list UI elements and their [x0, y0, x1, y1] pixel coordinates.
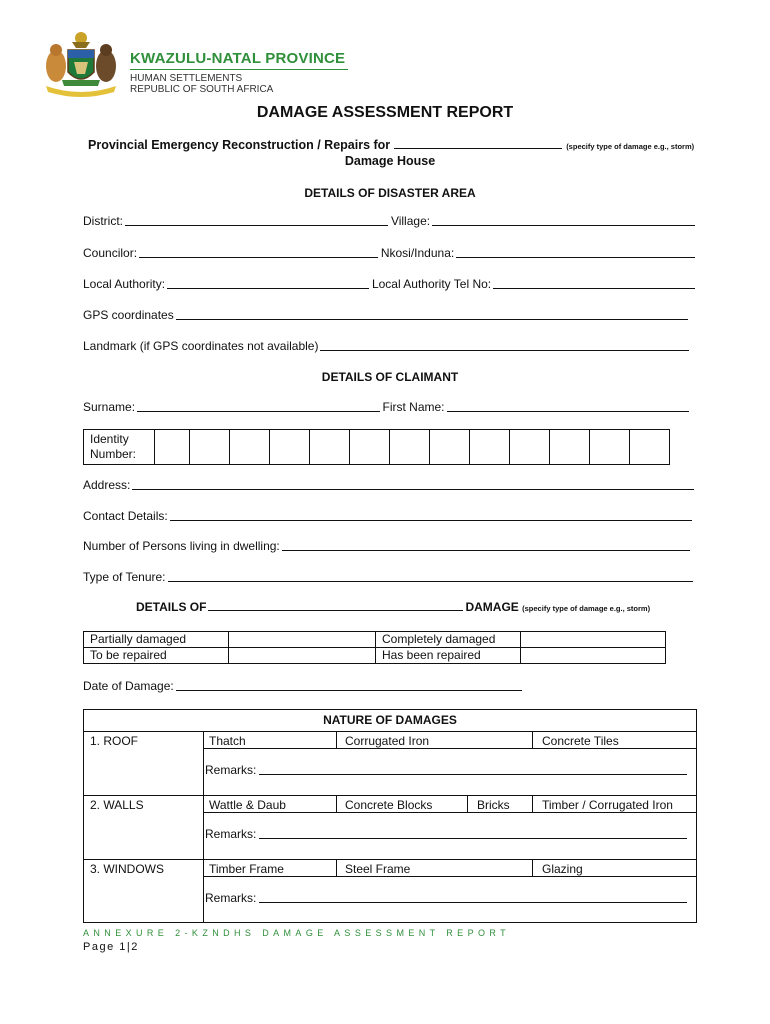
id-digit-cell[interactable] — [590, 430, 630, 465]
thatch-label: Thatch — [209, 734, 246, 748]
id-digit-cell[interactable] — [430, 430, 470, 465]
annexure-footer: ANNEXURE 2-KZNDHS DAMAGE ASSESSMENT REPORT — [83, 928, 511, 938]
to-be-repaired-field[interactable] — [229, 648, 376, 664]
roof-label: 1. ROOF — [90, 734, 139, 748]
damage-status-table — [83, 631, 666, 664]
id-digit-cell[interactable] — [230, 430, 270, 465]
tenure-label: Type of Tenure: — [83, 570, 166, 584]
councilor-field[interactable] — [139, 248, 378, 258]
tiles-label: Concrete Tiles — [542, 734, 619, 748]
date-row — [83, 679, 525, 693]
roof-remarks-border — [203, 748, 697, 796]
date-field[interactable] — [176, 681, 522, 691]
partially-damaged-label: Partially damaged — [84, 632, 229, 648]
persons-row — [83, 539, 693, 553]
id-digit-cell[interactable] — [310, 430, 350, 465]
persons-label: Number of Persons living in dwelling: — [83, 539, 280, 553]
department-name: HUMAN SETTLEMENTS — [130, 73, 243, 84]
local-authority-row — [83, 277, 698, 291]
details-of-note: (specify type of damage e.g., storm) — [522, 604, 651, 613]
completely-damaged-label: Completely damaged — [376, 632, 521, 648]
tenure-row — [83, 570, 696, 584]
nature-heading: NATURE OF DAMAGES — [323, 713, 457, 727]
nature-of-damages-table — [83, 709, 697, 923]
steel-frame-label: Steel Frame — [345, 862, 411, 876]
id-digit-cell[interactable] — [550, 430, 590, 465]
wattle-label: Wattle & Daub — [209, 798, 286, 812]
coat-of-arms-logo — [36, 28, 126, 100]
id-digit-cell[interactable] — [350, 430, 390, 465]
local-authority-tel-field[interactable] — [493, 279, 695, 289]
windows-remarks-field[interactable] — [259, 893, 687, 903]
walls-remarks-border — [203, 812, 697, 860]
contact-field[interactable] — [170, 511, 692, 521]
id-digit-cell[interactable] — [390, 430, 430, 465]
programme-line-2: Damage House — [344, 154, 436, 168]
programme-text: Provincial Emergency Reconstruction / Repairs for — [88, 138, 391, 152]
timber-corrugated-label: Timber / Corrugated Iron — [542, 798, 673, 812]
gps-row — [83, 308, 691, 322]
identity-label-line1: Identity — [90, 432, 129, 446]
nkosi-field[interactable] — [456, 248, 695, 258]
date-label: Date of Damage: — [83, 679, 174, 693]
village-field[interactable] — [432, 216, 695, 226]
windows-label: 3. WINDOWS — [90, 862, 164, 876]
persons-field[interactable] — [282, 541, 690, 551]
windows-remarks-label: Remarks: — [205, 891, 257, 905]
district-field[interactable] — [125, 216, 388, 226]
has-been-repaired-label: Has been repaired — [376, 648, 521, 664]
branding-divider — [130, 69, 348, 70]
walls-label: 2. WALLS — [90, 798, 144, 812]
landmark-label: Landmark (if GPS coordinates not available) — [83, 339, 319, 353]
id-digit-cell[interactable] — [155, 430, 190, 465]
glazing-label: Glazing — [542, 862, 583, 876]
gps-field[interactable] — [176, 310, 688, 320]
village-label: Village: — [390, 214, 431, 228]
roof-remarks-label: Remarks: — [205, 763, 257, 777]
disaster-area-heading: DETAILS OF DISASTER AREA — [304, 186, 476, 200]
province-name: KWAZULU-NATAL PROVINCE — [130, 50, 346, 67]
completely-damaged-field[interactable] — [521, 632, 666, 648]
windows-remarks — [205, 891, 687, 905]
councilor-row — [83, 246, 698, 260]
contact-row — [83, 509, 695, 523]
district-label: District: — [83, 214, 123, 228]
republic-name: REPUBLIC OF SOUTH AFRICA — [130, 84, 274, 95]
nkosi-label: Nkosi/Induna: — [380, 246, 455, 260]
walls-remarks-label: Remarks: — [205, 827, 257, 841]
first-name-label: First Name: — [382, 400, 445, 414]
tenure-field[interactable] — [168, 572, 694, 582]
identity-number-grid — [83, 429, 670, 465]
contact-label: Contact Details: — [83, 509, 168, 523]
surname-label: Surname: — [83, 400, 136, 414]
id-digit-cell[interactable] — [470, 430, 510, 465]
landmark-field[interactable] — [320, 341, 689, 351]
programme-line — [88, 138, 694, 152]
damage-type-blank[interactable] — [394, 138, 562, 149]
identity-number-label — [84, 430, 155, 465]
details-of-suffix: DAMAGE — [465, 600, 519, 614]
to-be-repaired-label: To be repaired — [84, 648, 229, 664]
damage-type-note: (specify type of damage e.g., storm) — [566, 142, 695, 151]
name-row — [83, 400, 692, 414]
details-of-damage-heading — [136, 600, 650, 614]
corrugated-label: Corrugated Iron — [345, 734, 430, 748]
local-authority-field[interactable] — [167, 279, 369, 289]
local-authority-tel-label: Local Authority Tel No: — [371, 277, 492, 291]
partially-damaged-field[interactable] — [229, 632, 376, 648]
timber-frame-label: Timber Frame — [209, 862, 284, 876]
councilor-label: Councilor: — [83, 246, 138, 260]
document-title: DAMAGE ASSESSMENT REPORT — [256, 104, 514, 121]
gps-label: GPS coordinates — [83, 308, 174, 322]
first-name-field[interactable] — [447, 402, 689, 412]
id-digit-cell[interactable] — [630, 430, 670, 465]
details-of-prefix: DETAILS OF — [136, 600, 207, 614]
claimant-heading: DETAILS OF CLAIMANT — [321, 370, 459, 384]
id-digit-cell[interactable] — [190, 430, 230, 465]
department-branding — [130, 50, 348, 95]
address-row — [83, 478, 697, 492]
address-label: Address: — [83, 478, 131, 492]
landmark-row — [83, 339, 692, 353]
local-authority-label: Local Authority: — [83, 277, 166, 291]
district-village-row — [83, 214, 698, 228]
blocks-label: Concrete Blocks — [345, 798, 433, 812]
bricks-label: Bricks — [477, 798, 510, 812]
address-field[interactable] — [132, 480, 694, 490]
identity-label-line2: Number: — [90, 447, 137, 461]
id-digit-cell[interactable] — [270, 430, 310, 465]
has-been-repaired-field[interactable] — [521, 648, 666, 664]
surname-field[interactable] — [137, 402, 379, 412]
id-digit-cell[interactable] — [510, 430, 550, 465]
damage-kind-blank[interactable] — [208, 601, 463, 611]
page-number: Page 1|2 — [83, 941, 139, 953]
